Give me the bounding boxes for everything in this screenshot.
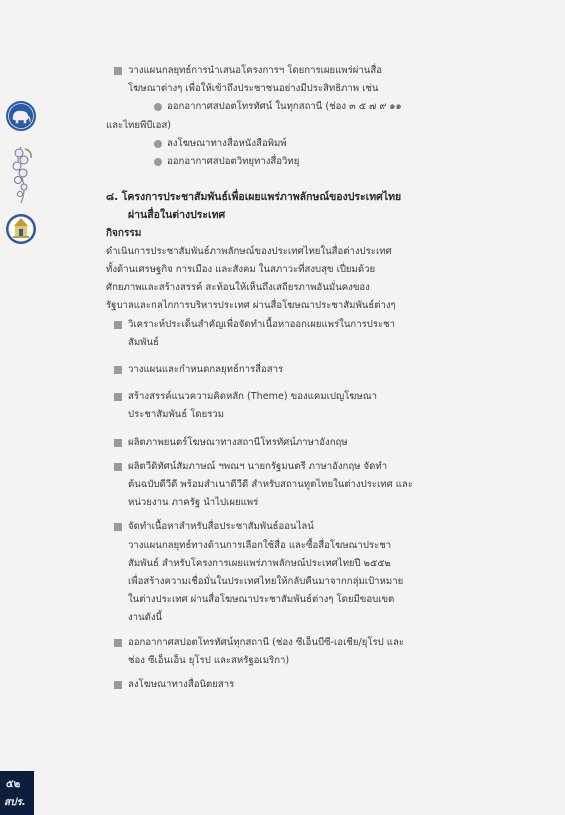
list-item: ออกอากาศสปอตโทรทัศน์ทุกสถานี (ช่อง ซีเอ็นบีซี-เอเชีย/ยุโรป และ <box>106 634 431 652</box>
list-item: ผลิตภาพยนตร์โฆษณาทางสถานีโทรทัศน์ภาษาอังกฤษ <box>106 434 431 452</box>
list-item-continuation: สัมพันธ์ สำหรับโครงการเผยแพร่ภาพลักษณ์ประเทศไทยปี ๒๕๕๒ <box>128 557 391 569</box>
list-item: สร้างสรรค์แนวความคิดหลัก (Theme) ของแคมเปญโฆษณา <box>106 388 431 406</box>
list-item-continuation: ต้นฉบับดีวีดี พร้อมสำเนาดีวีดี สำหรับสถานทูตไทยในต่างประเทศ และ <box>128 479 413 491</box>
list-item-continuation: งานดังนี้ <box>128 612 163 624</box>
page-number: ๕๒ <box>6 779 21 790</box>
activities-label: กิจกรรม <box>106 227 142 239</box>
list-item: วางแผนกลยุทธ์การนำเสนอโครงการฯ โดยการเผยแพร่ผ่านสื่อ <box>106 62 431 80</box>
paragraph-line: ทั้งด้านเศรษฐกิจ การเมือง และสังคม ในสภาวะที่สงบสุข เปี่ยมด้วย <box>106 264 376 276</box>
flower-garland-icon <box>5 145 37 205</box>
list-item-continuation: ช่อง ซีเอ็นเอ็น ยุโรป และสหรัฐอเมริกา) <box>128 654 290 666</box>
list-item: วิเคราะห์ประเด็นสำคัญเพื่อจัดทำเนื้อหาออกเผยแพร่ในการประชา <box>106 316 431 334</box>
list-item: จัดทำเนื้อหาสำหรับสื่อประชาสัมพันธ์ออนไลน์ <box>106 518 431 536</box>
sub-list-item-continuation: และไทยพีบีเอส) <box>106 119 172 131</box>
list-item-continuation: สัมพันธ์ <box>128 336 159 348</box>
sub-list-item: ออกอากาศสปอตวิทยุทางสื่อวิทยุ <box>106 153 431 171</box>
document-body <box>106 62 431 694</box>
page-number-box <box>0 771 34 815</box>
sub-list-item: ลงโฆษณาทางสื่อหนังสือพิมพ์ <box>106 135 431 153</box>
list-item: ลงโฆษณาทางสื่อนิตยสาร <box>106 676 431 694</box>
org-label: สปร. <box>4 797 26 808</box>
list-item: ผลิตวีดิทัศน์สัมภาษณ์ ฯพณฯ นายกรัฐมนตรี ภาษาอังกฤษ จัดทำ <box>106 458 431 476</box>
list-item-continuation: ประชาสัมพันธ์ โดยรวม <box>128 409 225 421</box>
section-heading-continuation: ผ่านสื่อในต่างประเทศ <box>128 209 226 222</box>
list-item-continuation: หน่วยงาน ภาครัฐ นำไปเผยแพร่ <box>128 497 259 509</box>
paragraph-line: รัฐบาลและกลไกการบริหารประเทศ ผ่านสื่อโฆษณาประชาสัมพันธ์ต่างๆ <box>106 300 396 312</box>
list-item-continuation: เพื่อสร้างความเชื่อมั่นในประเทศไทยให้กลับคืนมาจากกลุ่มเป้าหมาย <box>128 576 404 588</box>
paragraph-line: ดำเนินการประชาสัมพันธ์ภาพลักษณ์ของประเทศไทยในสื่อต่างประเทศ <box>106 245 392 257</box>
list-item: วางแผนและกำหนดกลยุทธ์การสื่อสาร <box>106 361 431 379</box>
sub-list-item: ออกอากาศสปอตโทรทัศน์ ในทุกสถานี (ช่อง ๓ ๕ ๗ ๙ ๑๑ <box>106 98 431 116</box>
paragraph-line: ศักยภาพและสร้างสรรค์ สะท้อนให้เห็นถึงเสถียรภาพอันมั่นคงของ <box>106 282 370 294</box>
list-item-continuation: วางแผนกลยุทธ์ทางด้านการเลือกใช้สื่อ และซื้อสื่อโฆษณาประชา <box>128 539 392 551</box>
list-item-continuation: โฆษณาต่างๆ เพื่อให้เข้าถึงประชาชนอย่างมีประสิทธิภาพ เช่น <box>128 83 379 95</box>
pavilion-seal-icon <box>5 213 37 245</box>
elephant-emblem-icon <box>5 100 37 132</box>
section-heading: ๘. โครงการประชาสัมพันธ์เพื่อเผยแพร่ภาพลักษณ์ของประเทศไทย <box>106 191 402 204</box>
list-item-continuation: ในต่างประเทศ ผ่านสื่อโฆษณาประชาสัมพันธ์ต่างๆ โดยมีขอบเขต <box>128 594 395 606</box>
